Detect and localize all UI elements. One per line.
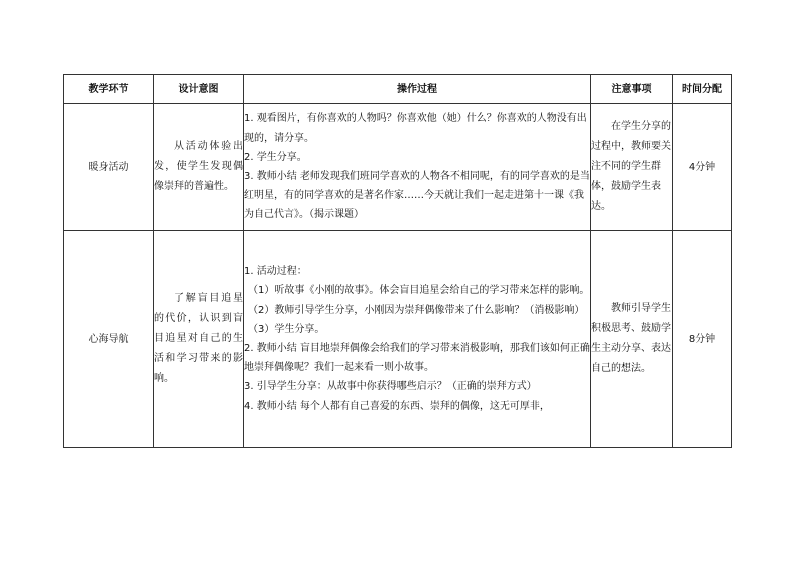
time-cell: 4分钟	[673, 104, 732, 231]
intent-cell	[154, 104, 244, 231]
table-row	[64, 231, 732, 448]
stage-cell: 暖身活动	[64, 104, 154, 231]
notes-cell	[591, 104, 673, 231]
header-process: 操作过程	[244, 75, 591, 104]
process-step: （1）听故事《小刚的故事》。体会盲目追星会给自己的学习带来怎样的影响。	[248, 285, 590, 297]
time-cell: 8分钟	[673, 231, 732, 448]
header-time: 时间分配	[673, 75, 732, 104]
process-step: 3. 教师小结 老师发现我们班同学喜欢的人物各不相同呢，有的同学喜欢的是当红明星，有的同学喜欢的是著名作家……今天就让我们一起走进第十一课《我为自己代言》。（揭示课题）	[244, 171, 590, 221]
process-step: （2）教师引导学生分享，小刚因为崇拜偶像带来了什么影响？（消极影响）	[248, 304, 585, 316]
process-cell	[244, 231, 591, 448]
header-notes: 注意事项	[591, 75, 673, 104]
process-step: 4. 教师小结 每个人都有自己喜爱的东西、崇拜的偶像，这无可厚非，	[244, 400, 550, 412]
table-row	[64, 104, 732, 231]
process-cell	[244, 104, 591, 231]
notes-text: 教师引导学生积极思考、鼓励学生主动分享、表达自己的想法。	[591, 303, 671, 374]
intent-cell	[154, 231, 244, 448]
stage-cell: 心海导航	[64, 231, 154, 448]
process-step: 2. 教师小结 盲目地崇拜偶像会给我们的学习带来消极影响，那我们该如何正确地崇拜偶像呢？我们一起来看一则小故事。	[244, 343, 590, 374]
intent-text: 从活动体验出发，使学生发现偶像崇拜的普遍性。	[154, 141, 243, 192]
process-step: 1. 活动过程：	[244, 266, 307, 278]
header-row	[64, 75, 732, 104]
process-step: 2. 学生分享。	[244, 151, 307, 163]
header-stage: 教学环节	[64, 75, 154, 104]
header-intent: 设计意图	[154, 75, 244, 104]
process-step: （3）学生分享。	[248, 323, 325, 335]
notes-text: 在学生分享的过程中，教师要关注不同的学生群体，鼓励学生表达。	[591, 121, 671, 212]
lesson-plan-table	[63, 74, 732, 448]
intent-text: 了解盲目追星的代价，认识到盲目追星对自己的生活和学习带来的影响。	[154, 293, 243, 384]
process-step: 1. 观看图片，有你喜欢的人物吗？你喜欢他（她）什么？你喜欢的人物没有出现的，请分享。	[244, 113, 587, 144]
process-step: 3. 引导学生分享：从故事中你获得哪些启示？（正确的崇拜方式）	[244, 381, 537, 393]
notes-cell	[591, 231, 673, 448]
